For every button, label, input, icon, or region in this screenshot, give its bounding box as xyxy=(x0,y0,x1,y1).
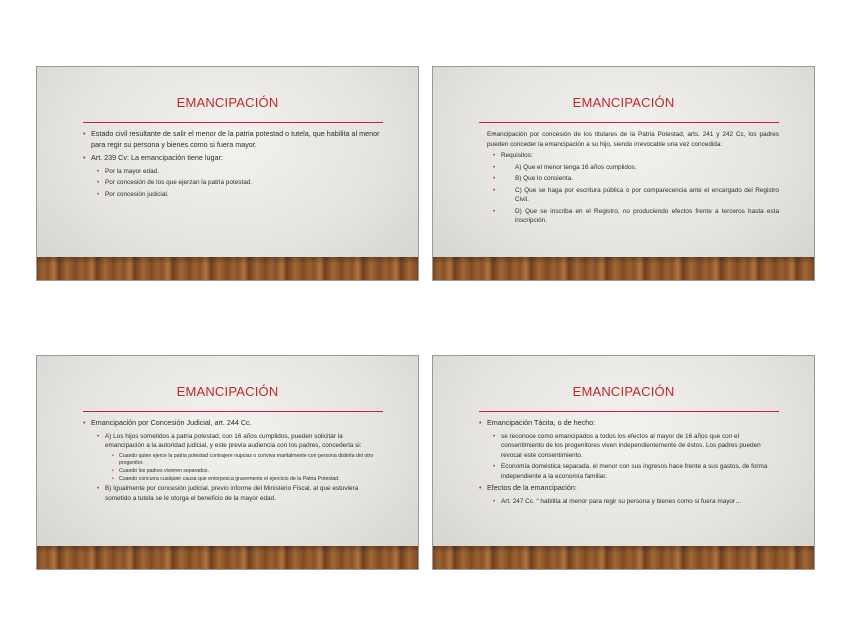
slide-title: EMANCIPACIÓN xyxy=(176,384,279,399)
sub-sub-bullet-item: • B) Que lo consienta. xyxy=(479,174,779,184)
sub-sub-bullet-item: • Cuando quien ejerce la patria potestad contrajere nupcias o conviva maritalmente con persona distinta del otro progenitor. xyxy=(83,453,383,467)
sub-bullet-item: • B) Igualmente por concesión judicial, previo informe del Ministerio Fiscal, al que estuviera sometido a tutela se le otorga el beneficio de la mayor edad. xyxy=(83,484,383,503)
slide-content xyxy=(83,418,383,505)
slide-content xyxy=(479,130,779,228)
sub-sub-bullet-item: • Cuando concurra cualquier causa que entorpezca gravemente el ejercicio de la Patria Potestad. xyxy=(83,476,383,483)
slide-2[interactable] xyxy=(432,66,815,281)
bullet-item: • Emancipación por Concesión Judicial, art. 244 Cc. xyxy=(83,418,383,429)
slide-title: EMANCIPACIÓN xyxy=(572,384,675,399)
wood-floor-decoration xyxy=(37,257,418,280)
sub-bullet-item: • Requisitos: xyxy=(479,151,779,161)
title-divider xyxy=(479,122,779,123)
title-divider xyxy=(479,411,779,412)
slide-title: EMANCIPACIÓN xyxy=(572,95,675,110)
bullet-item: • Art. 239 Cv: La emancipación tiene lugar: xyxy=(83,153,383,164)
wood-floor-decoration xyxy=(433,257,814,280)
wood-floor-decoration xyxy=(37,546,418,569)
bullet-item: • Estado civil resultante de salir el menor de la patria potestad o tutela, que habilita al menor para regir su persona y bienes como si fuera mayor. xyxy=(83,129,383,150)
slide-4[interactable] xyxy=(432,355,815,570)
slide-title: EMANCIPACIÓN xyxy=(176,95,279,110)
bullet-item: • Efectos de la emancipación: xyxy=(479,483,779,494)
title-divider xyxy=(83,122,383,123)
slide-3[interactable] xyxy=(36,355,419,570)
sub-bullet-item: • se reconoce como emancipados a todos los efectos al mayor de 16 años que con el consentimiento de los progenitores viven independientemente de éstos. Los padres pueden revocar este consentimiento. xyxy=(479,432,779,461)
bullet-item: • Emancipación Tácita, o de hecho: xyxy=(479,418,779,429)
sub-sub-bullet-item: • A) Que el menor tenga 16 años cumplidos. xyxy=(479,163,779,173)
title-divider xyxy=(83,411,383,412)
wood-floor-decoration xyxy=(433,546,814,569)
sub-bullet-item: • A) Los hijos sometidos a patria potestad, con 16 años cumplidos, pueden solicitar la emancipación a la autoridad judicial, y este previa audiencia con los padres, concederla si: xyxy=(83,432,383,451)
sub-bullet-item: • Art. 247 Cc. “ habilita al menor para regir su persona y bienes como si fuera mayor… xyxy=(479,497,779,507)
bullet-item: • Emancipación por concesión de los titulares de la Patria Potestad, arts. 241 y 242 Cc, los padres pueden conceder la emancipación a su hijo, siendo irrevocable una vez concedida: xyxy=(479,130,779,149)
sub-sub-bullet-item: • C) Que se haga por escritura pública o por comparecencia ante el encargado del Registro Civil. xyxy=(479,186,779,205)
sub-bullet-item: • Economía doméstica separada, el menor con sus ingresos hace frente a sus gastos, de forma independiente a la economía familiar. xyxy=(479,462,779,481)
slide-content xyxy=(83,129,383,201)
sub-sub-bullet-item: • Cuando los padres vivieren separados. xyxy=(83,468,383,475)
slide-content xyxy=(479,418,779,508)
sub-sub-bullet-item: • D) Que se inscriba en el Registro, no produciendo efectos frente a terceros hasta esta inscripción. xyxy=(479,207,779,226)
sub-bullet-item: • Por concesión judicial. xyxy=(83,190,383,200)
sub-bullet-item: • Por la mayor edad. xyxy=(83,167,383,177)
sub-bullet-item: • Por concesión de los que ejerzan la patria potestad. xyxy=(83,178,383,188)
slide-1[interactable] xyxy=(36,66,419,281)
